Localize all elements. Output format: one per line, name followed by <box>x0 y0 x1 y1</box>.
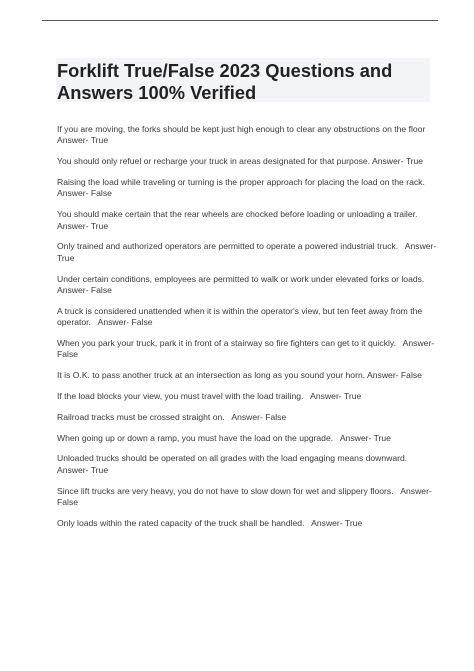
qa-item-1: If you are moving, the forks should be kept just high enough to clear any obstructions on the floor Answer- True <box>57 124 433 146</box>
question-answer-list <box>57 124 439 539</box>
qa-item-12: When going up or down a ramp, you must have the load on the upgrade. Answer- True <box>57 432 391 443</box>
qa-item-7: A truck is considered unattended when it is within the operator's view, but ten feet away from the operator. Answer- False <box>57 305 425 328</box>
qa-item-8: When you park your truck, park it in front of a stairway so fire fighters can get to it quickly. Answer- False <box>57 338 437 360</box>
qa-item-4: You should make certain that the rear wheels are chocked before loading or unloading a trailer. Answer- True <box>57 209 425 231</box>
qa-item-15: Only loads within the rated capacity of the truck shall be handled. Answer- True <box>57 517 363 528</box>
qa-item-5: Only trained and authorized operators are permitted to operate a powered industrial truck. Answer- True <box>57 241 439 263</box>
qa-item-6: Under certain conditions, employees are permitted to walk or work under elevated forks or loads. Answer- False <box>57 273 432 296</box>
qa-item-10: If the load blocks your view, you must travel with the load trailing. Answer- True <box>57 391 362 402</box>
qa-item-14: Since lift trucks are very heavy, you do not have to slow down for wet and slippery floors. Answer- False <box>57 485 435 508</box>
qa-item-9: It is O.K. to pass another truck at an intersection as long as you sound your horn. Answer- False <box>57 370 422 381</box>
qa-item-11: Railroad tracks must be crossed straight on. Answer- False <box>57 411 287 422</box>
qa-item-3: Raising the load while traveling or turning is the proper approach for placing the load on the rack. Answer- False <box>57 177 432 199</box>
qa-item-13: Unloaded trucks should be operated on all grades with the load engaging means downward. Answer- True <box>57 453 414 475</box>
qa-item-2: You should only refuel or recharge your truck in areas designated for that purpose. Answer- True <box>57 156 424 167</box>
top-divider <box>42 20 438 21</box>
document-title: Forklift True/False 2023 Questions and Answers 100% Verified <box>57 60 393 103</box>
